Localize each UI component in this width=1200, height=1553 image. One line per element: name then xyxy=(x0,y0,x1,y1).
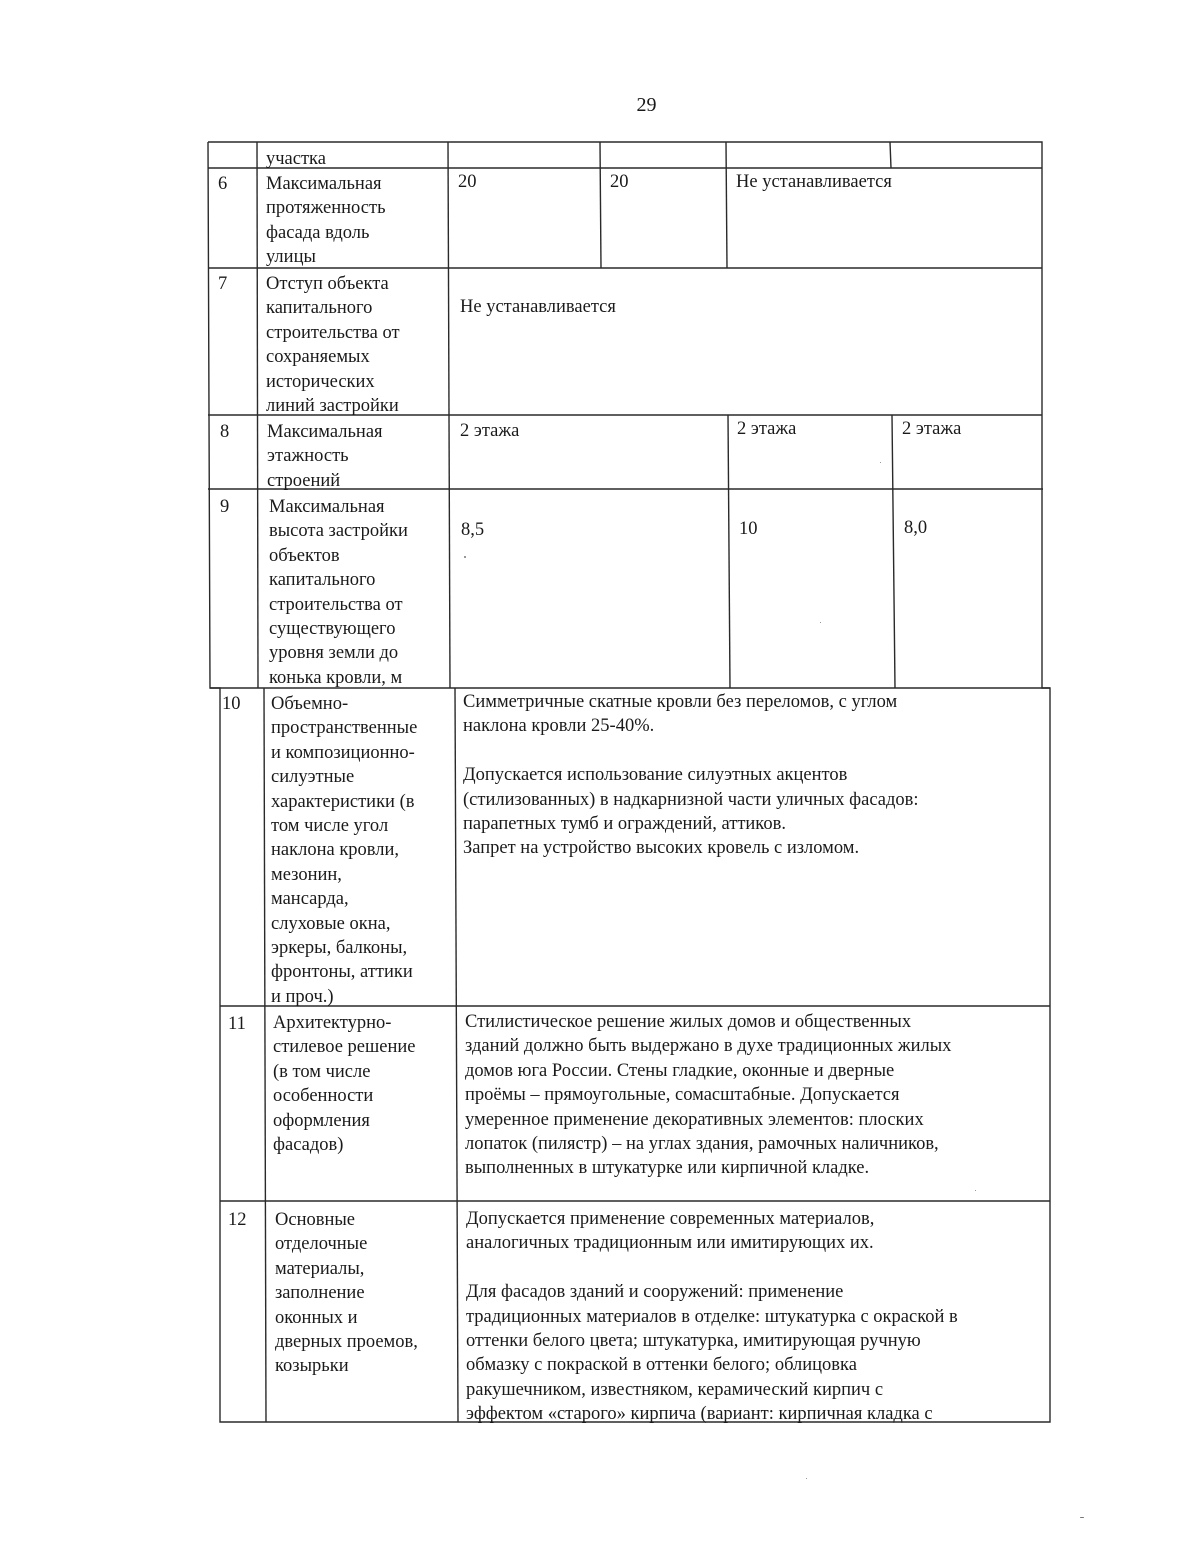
row-param: Максимальная этажность строений xyxy=(267,422,383,491)
row-value: 20 xyxy=(610,172,629,192)
row-param: Основные отделочные материалы, заполнение оконных и дверных проемов, козырьки xyxy=(275,1210,418,1377)
scan-speck xyxy=(975,1190,976,1191)
row-param: участка xyxy=(266,149,326,169)
row-value: Стилистическое решение жилых домов и общественных зданий должно быть выдержано в духе традиционных жилых домов юга России. Стены гладкие, оконные и дверные проёмы – прямоугольные, сомасштабные. Допускается умеренное применение декоративных элементов: плоских лопаток (пилястр) – на углах здания, рамочных наличников, выполненных в штукатурке или кирпичной кладке. xyxy=(465,1012,952,1179)
row-param: Максимальная высота застройки объектов капитального строительства от существующего уровня земли до конька кровли, м xyxy=(269,497,408,688)
scan-speck xyxy=(1080,1517,1084,1518)
row-number: 10 xyxy=(222,694,241,714)
row-value: 2 этажа xyxy=(460,421,520,441)
row-number: 7 xyxy=(218,274,228,294)
row-value: 2 этажа xyxy=(737,419,797,439)
scan-speck xyxy=(806,1478,807,1479)
row-param: Отступ объекта капитального строительства от сохраняемых исторических линий застройки xyxy=(266,274,400,417)
row-number: 12 xyxy=(228,1210,247,1230)
row-param: Объемно- пространственные и композиционно- силуэтные характеристики (в том числе угол наклона кровли, мезонин, мансарда, слуховые окна, эркеры, балконы, фронтоны, аттики и проч.) xyxy=(271,694,418,1007)
row-value: 2 этажа xyxy=(902,419,962,439)
row-param: Максимальная протяженность фасада вдоль улицы xyxy=(266,174,386,268)
row-value: Допускается применение современных материалов, аналогичных традиционным или имитирующих их. Для фасадов зданий и сооружений: применение традиционных материалов в отделке: штукатурка с окраской в оттенки белого цвета; штукатурка, имитирующая ручную обмазку с покраской в оттенки белого; облицовка ракушечником, известняком, керамический кирпич с эффектом «старого» кирпича (вариант: кирпичная кладка с xyxy=(466,1209,958,1425)
row-value: 8,5 xyxy=(461,520,485,540)
page-number: 29 xyxy=(636,94,657,116)
row-param: Архитектурно- стилевое решение (в том числе особенности оформления фасадов) xyxy=(273,1013,416,1156)
scan-speck xyxy=(464,556,466,558)
row-value: 8,0 xyxy=(904,518,928,538)
scan-speck xyxy=(880,462,881,463)
scan-speck xyxy=(820,622,821,623)
row-number: 6 xyxy=(218,174,228,194)
row-number: 8 xyxy=(220,422,230,442)
row-number: 9 xyxy=(220,497,230,517)
row-value: 10 xyxy=(739,519,758,539)
row-value: Не устанавливается xyxy=(460,297,616,317)
row-number: 11 xyxy=(228,1014,246,1034)
row-value: 20 xyxy=(458,172,477,192)
row-value: Симметричные скатные кровли без переломов, с углом наклона кровли 25-40%. Допускается использование силуэтных акцентов (стилизованных) в надкарнизной части уличных фасадов: парапетных тумб и ограждений, аттиков. Запрет на устройство высоких кровель с изломом. xyxy=(463,692,919,859)
row-value: Не устанавливается xyxy=(736,172,892,192)
